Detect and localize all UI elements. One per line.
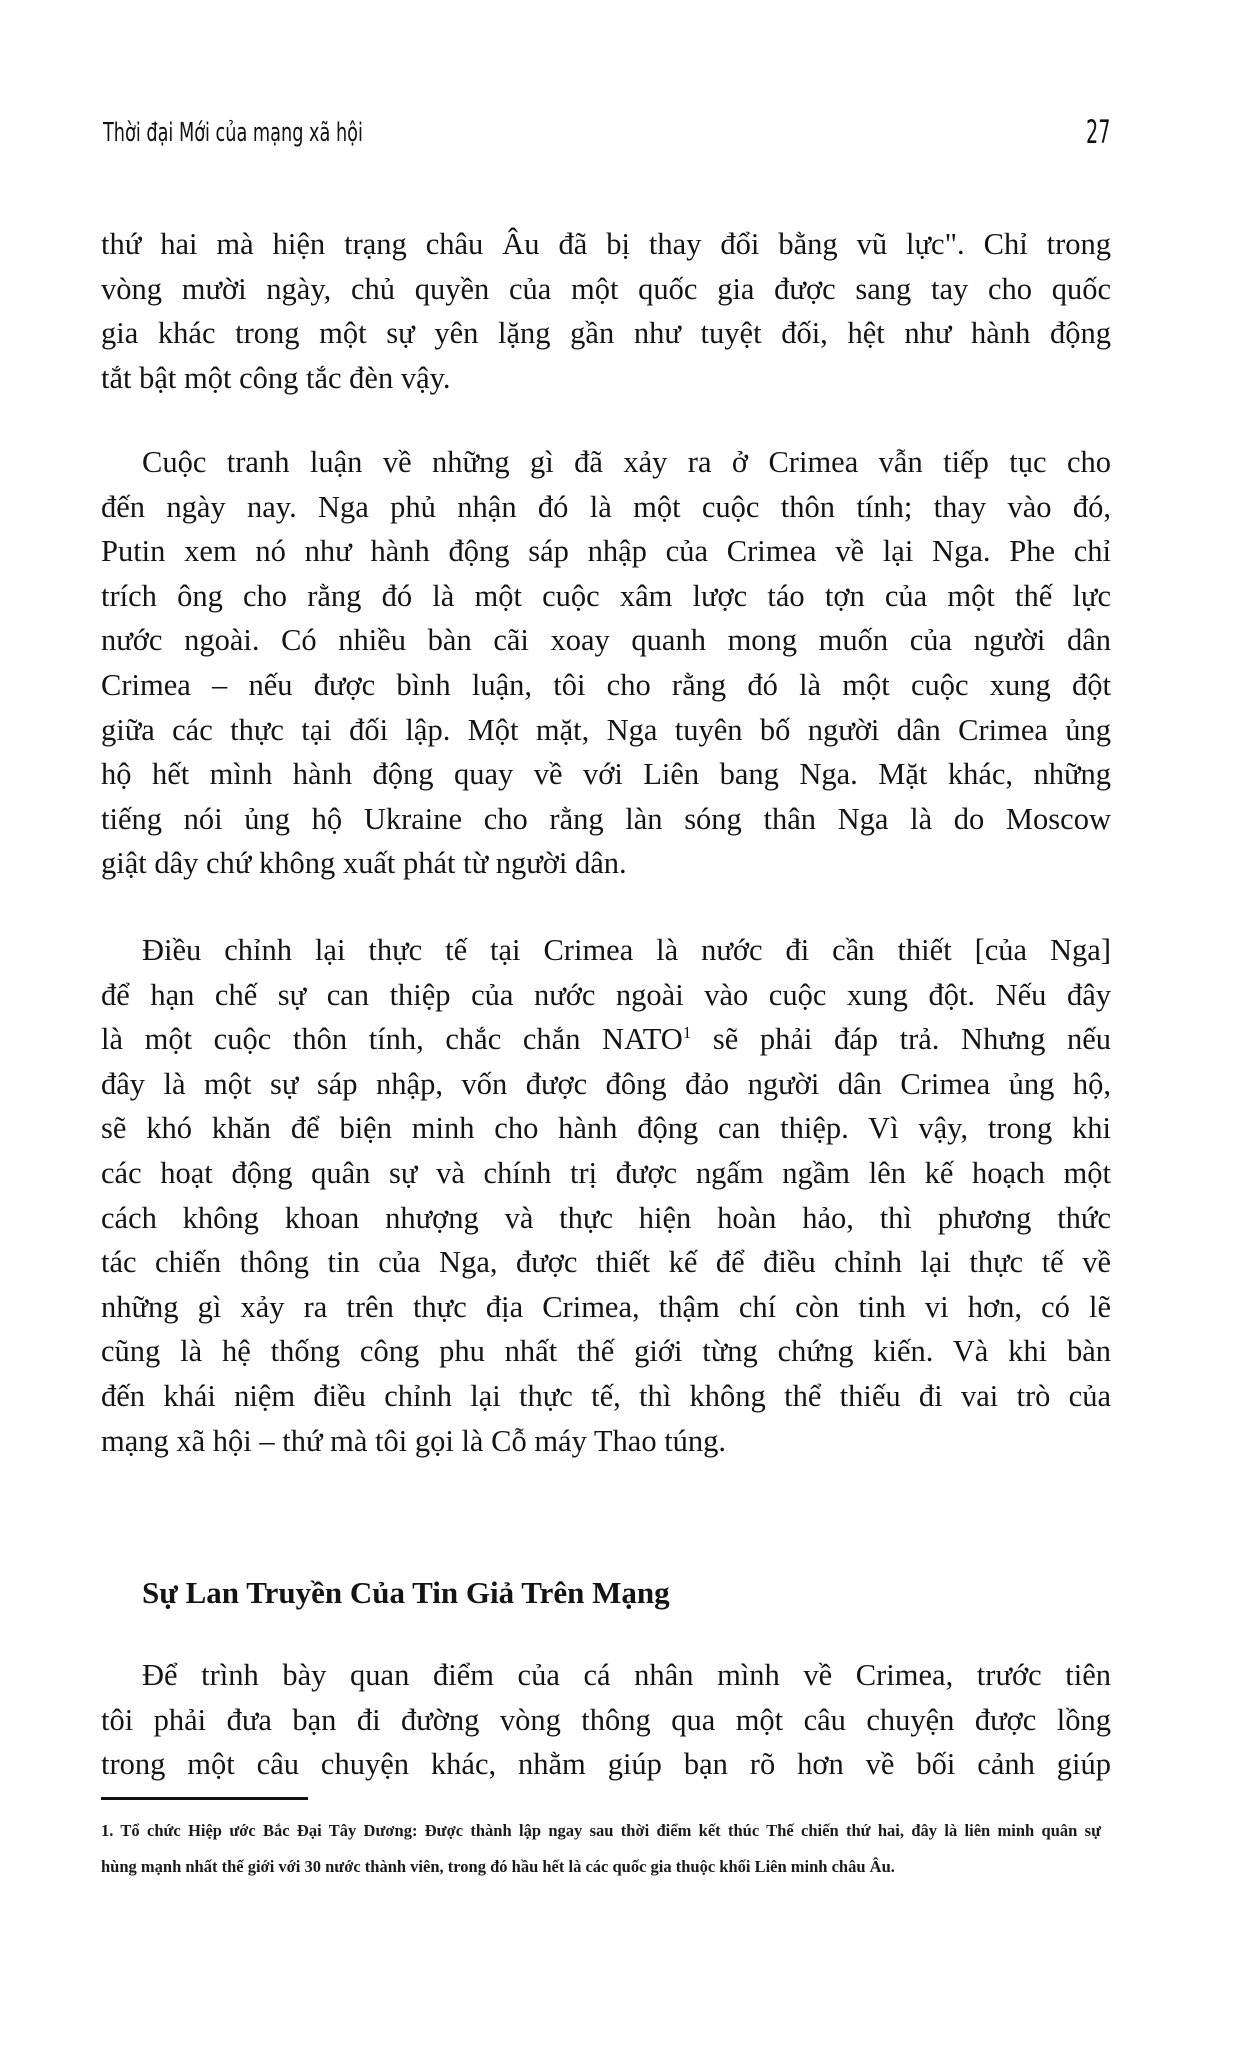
text-line: đến ngày nay. Nga phủ nhận đó là một cuộc thôn tính; thay vào đó, [101,489,1111,524]
text-line: thứ hai mà hiện trạng châu Âu đã bị thay đổi bằng vũ lực". Chỉ trong [101,227,1111,261]
text-line: mạng xã hội – thứ mà tôi gọi là Cỗ máy Thao túng. [101,1423,727,1458]
text-line: Putin xem nó như hành động sáp nhập của Crimea về lại Nga. Phe chỉ [101,534,1111,569]
text-line: sẽ khó khăn để biện minh cho hành động can thiệp. Vì vậy, trong khi [101,1111,1111,1146]
text-line: những gì xảy ra trên thực địa Crimea, thậm chí còn tinh vi hơn, có lẽ [101,1289,1111,1324]
text-line: trong một câu chuyện khác, nhằm giúp bạn rõ hơn về bối cảnh giúp [101,1747,1111,1782]
text-line: cách không khoan nhượng và thực hiện hoàn hảo, thì phương thức [101,1200,1111,1235]
text-line: hộ hết mình hành động quay về với Liên bang Nga. Mặt khác, những [101,757,1111,792]
text-line: trích ông cho rằng đó là một cuộc xâm lược táo tợn của một thế lực [101,578,1111,613]
text-line: tôi phải đưa bạn đi đường vòng thông qua một câu chuyện được lồng [101,1702,1111,1737]
paragraph-reality-adjustment [101,928,1111,1463]
footnote [101,1813,1111,1885]
text-line: đây là một sự sáp nhập, vốn được đông đảo người dân Crimea ủng hộ, [101,1066,1111,1101]
text-line: tắt bật một công tắc đèn vậy. [101,360,451,395]
text-line: các hoạt động quân sự và chính trị được ngấm ngầm lên kế hoạch một [101,1155,1111,1190]
text-line: Crimea – nếu được bình luận, tôi cho rằng đó là một cuộc xung đột [101,667,1111,702]
text-line: nước ngoài. Có nhiều bàn cãi xoay quanh mong muốn của người dân [101,623,1111,658]
text-line: tác chiến thông tin của Nga, được thiết kế để điều chỉnh lại thực tế về [101,1245,1111,1280]
text-line: giữa các thực tại đối lập. Một mặt, Nga tuyên bố người dân Crimea ủng [101,712,1111,747]
page-number: 27 [1086,113,1111,151]
footnote-line: hùng mạnh nhất thế giới với 30 nước thành viên, trong đó hầu hết là các quốc gia thuộc khối Liên minh châu Âu. [101,1857,895,1876]
text-line: vòng mười ngày, chủ quyền của một quốc gia được sang tay cho quốc [101,271,1111,306]
text-line: Cuộc tranh luận về những gì đã xảy ra ở Crimea vẫn tiếp tục cho [142,445,1111,479]
text-line-with-footnote: là một cuộc thôn tính, chắc chắn NATO$^1$ sẽ phải đáp trả. Nhưng nếu [101,1022,1112,1057]
footnote-line: 1. Tổ chức Hiệp ước Bắc Đại Tây Dương: Được thành lập ngay sau thời điểm kết thúc Thế chiến thứ hai, đây là liên minh quân sự [101,1821,1101,1840]
paragraph-crimea-view [101,1653,1111,1787]
section-heading: Sự Lan Truyền Của Tin Giả Trên Mạng [142,1575,670,1610]
footnote-divider [101,1797,308,1800]
text-line: gia khác trong một sự yên lặng gần như tuyệt đối, hệt như hành động [101,316,1111,351]
paragraph-crimea-debate [101,440,1111,886]
text-line: Điều chỉnh lại thực tế tại Crimea là nước đi cần thiết [của Nga] [142,933,1111,967]
text-line: Để trình bày quan điểm của cá nhân mình về Crimea, trước tiên [142,1658,1111,1692]
paragraph-continued [101,222,1111,400]
text-line: đến khái niệm điều chỉnh lại thực tế, thì không thể thiếu đi vai trò của [101,1378,1111,1413]
text-line: tiếng nói ủng hộ Ukraine cho rằng làn sóng thân Nga là do Moscow [101,801,1111,836]
text-line: giật dây chứ không xuất phát từ người dân. [101,846,627,881]
text-line: cũng là hệ thống công phu nhất thế giới từng chứng kiến. Và khi bàn [101,1334,1111,1369]
footnote-ref[interactable]: 1 [682,1023,692,1043]
running-title: Thời đại Mới của mạng xã hội [103,118,363,148]
text-line: để hạn chế sự can thiệp của nước ngoài vào cuộc xung đột. Nếu đây [101,977,1111,1012]
